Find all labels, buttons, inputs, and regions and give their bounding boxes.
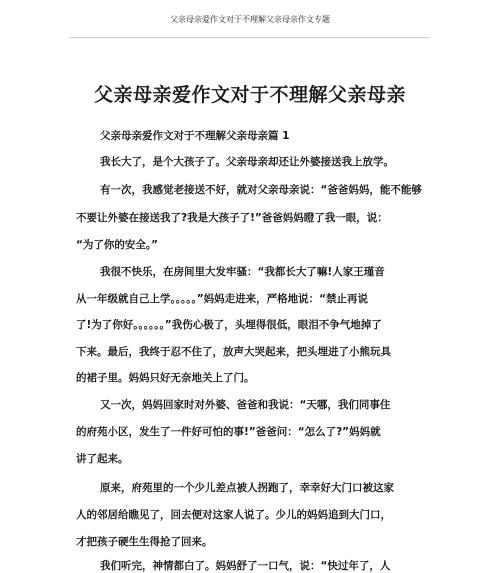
document-title: 父亲母亲爱作文对于不理解父亲母亲 xyxy=(93,84,406,106)
paragraph-line: 我们听完，神情都白了。妈妈舒了一口气，说：“快过年了，人 xyxy=(100,560,391,572)
header-divider xyxy=(70,37,430,38)
paragraph-line: 我长大了，是个大孩子了。父亲母亲却还让外婆接送我上放学。 xyxy=(100,156,394,168)
page-header: 父亲母亲爱作文对于不理解父亲母亲作文专题 xyxy=(170,15,330,24)
paragraph-line: 的府苑小区，发生了一件好可怕的事!”爸爸问：“怎么了?”妈妈就 xyxy=(76,426,381,438)
paragraph-line: 人的邻居给瞧见了，回去便对这家人说了。少儿的妈妈追到大门口， xyxy=(76,509,391,521)
paragraph-line: 了!为了你好。。。。。。”我伤心极了，头埋得很低，眼泪不争气地掉了 xyxy=(76,319,382,331)
paragraph-line: 原来，府苑里的一个少儿差点被人拐跑了，幸幸好大门口被这家 xyxy=(100,482,394,494)
paragraph-line: 讲了起来。 xyxy=(76,453,129,465)
paragraph-line: 才把孩子硬生生得抢了回来。 xyxy=(76,536,213,548)
paragraph-line: 从一年级就自己上学。。。。。”妈妈走进来，严格地说：“禁止再说 xyxy=(76,293,369,305)
paragraph-line: 不要让外婆在接送我了?我是大孩子了!”爸爸妈妈瞪了我一眼，说： xyxy=(76,212,388,224)
paragraph-line: 下来。最后，我终于忍不住了，放声大哭起来，把头埋进了小熊玩具 xyxy=(76,346,391,358)
paragraph-line: “为了你的安全。” xyxy=(76,239,159,251)
paragraph-line: 有一次，我感觉老接送不好，就对父亲母亲说：“爸爸妈妈，能不能够 xyxy=(100,184,422,196)
paragraph-line: 我很不快乐，在房间里大发牢骚：“我都长大了嘛!人家王瑾音 xyxy=(100,266,385,278)
paragraph-line: 又一次，妈妈回家时对外婆、爸爸和我说：“天哪，我们同事住 xyxy=(100,399,391,411)
section-subtitle: 父亲母亲爱作文对于不理解父亲母亲篇 1 xyxy=(100,130,290,142)
paragraph-line: 的裙子里。妈妈只好无奈地关上了门。 xyxy=(76,372,255,384)
